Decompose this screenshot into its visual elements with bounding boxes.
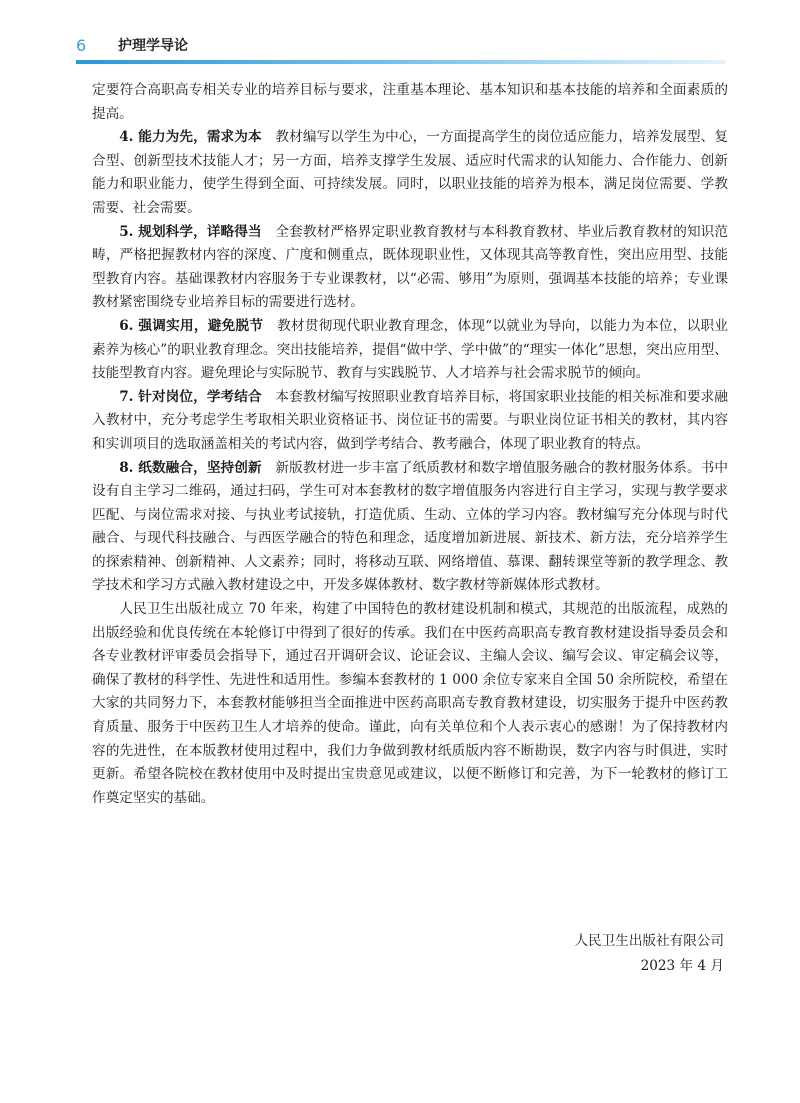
- paragraph-continuation: [92, 79, 728, 126]
- paragraph-8: [92, 457, 728, 599]
- paragraph-text: 人民卫生出版社成立 70 年来，构建了中国特色的教材建设机制和模式，其规范的出版流程，成熟的出版经验和优良传统在本轮修订中得到了很好的传承。我们在中医药高职高专教育教材建设指导委员会和各专业教材评审委员会指导下，通过召开调研会议、论证会议、主编人会议、编写会议、审定稿会议等，确保了教材的科学性、先进性和适用性。参编本套教材的 1 000 余位专家来自全国 50 余所院校，希望在大家的共同努力下，本套教材能够担当全面推进中医药高职高专教育教材建设，切实服务于提升中医药教育质量、服务于中医药卫生人才培养的使命。谨此，向有关单位和个人表示衷心的感谢！为了保持教材内容的先进性，在本版教材使用过程中，我们力争做到教材纸质版内容不断勘误，数字内容与时俱进，实时更新。希望各院校在教材使用中及时提出宝贵意见或建议，以便不断修订和完善，为下一轮教材的修订工作奠定坚实的基础。: [92, 601, 728, 806]
- paragraph-heading: 8. 纸数融合，坚持创新: [119, 459, 262, 476]
- paragraph-heading: 4. 能力为先，需求为本: [119, 129, 262, 146]
- publisher-name: 人民卫生出版社有限公司: [574, 933, 724, 949]
- paragraph-4: [92, 126, 728, 220]
- paragraph-6: [92, 315, 728, 386]
- paragraph-7: [92, 386, 728, 457]
- paragraph-text: 新版教材进一步丰富了纸质教材和数字增值服务融合的教材服务体系。书中设有自主学习二维码，通过扫码，学生可对本套教材的数字增值服务内容进行自主学习，实现与教学要求匹配、与岗位需求对接、与执业考试接轨，打造优质、生动、立体的学习内容。教材编写充分体现与时代融合、与现代科技融合、与西医学融合的特色和理念，适度增加新进展、新技术、新方法，充分培养学生的探索精神、创新精神、人文素养；同时，将移动互联、网络增值、慕课、翻转课堂等新的教学理念、教学技术和学习方式融入教材建设之中，开发多媒体教材、数字教材等新媒体形式教材。: [92, 459, 728, 594]
- paragraph-text: 全套教材严格界定职业教育教材与本科教育教材、毕业后教育教材的知识范畴，严格把握教材内容的深度、广度和侧重点，既体现职业性，又体现其高等教育性，突出应用型、技能型教育内容。基础课教材内容服务于专业课教材，以“必需、够用”为原则，强调基本技能的培养；专业课教材紧密围绕专业培养目标的需要进行选材。: [92, 223, 728, 311]
- paragraph-5: [92, 221, 728, 315]
- paragraph-text: 本套教材编写按照职业教育培养目标，将国家职业技能的相关标准和要求融入教材中，充分考虑学生考取相关职业资格证书、岗位证书的需要。与职业岗位证书相关的教材，其内容和实训项目的选取涵盖相关的考试内容，做到学考结合、教考融合，体现了职业教育的特点。: [92, 388, 728, 452]
- page-header: [76, 36, 726, 60]
- publication-date: 2023 年 4 月: [640, 958, 724, 974]
- paragraph-heading: 5. 规划科学，详略得当: [119, 223, 262, 240]
- paragraph-text: 教材编写以学生为中心，一方面提高学生的岗位适应能力，培养发展型、复合型、创新型技术技能人才；另一方面，培养支撑学生发展、适应时代需求的认知能力、合作能力、创新能力和职业能力，使学生得到全面、可持续发展。同时，以职业技能的培养为根本，满足岗位需要、学教需要、社会需要。: [92, 129, 728, 216]
- header-rule: [76, 60, 726, 64]
- body-text: [92, 79, 728, 810]
- paragraph-heading: 6. 强调实用，避免脱节: [119, 317, 264, 334]
- paragraph-text: 教材贯彻现代职业教育理念，体现“以就业为导向，以能力为本位，以职业素养为核心”的职业教育理念。突出技能培养，提倡“做中学、学中做”的“理实一体化”思想，突出应用型、技能型教育内容。避免理论与实际脱节、教育与实践脱节、人才培养与社会需求脱节的倾向。: [92, 317, 728, 382]
- paragraph-heading: 7. 针对岗位，学考结合: [119, 388, 262, 405]
- book-title: 护理学导论: [118, 38, 188, 54]
- signature-block: [574, 929, 724, 979]
- paragraph-text: 定要符合高职高专相关专业的培养目标与要求，注重基本理论、基本知识和基本技能的培养和全面素质的提高。: [92, 82, 728, 122]
- paragraph-closing: [92, 598, 728, 810]
- page-number: 6: [76, 36, 87, 55]
